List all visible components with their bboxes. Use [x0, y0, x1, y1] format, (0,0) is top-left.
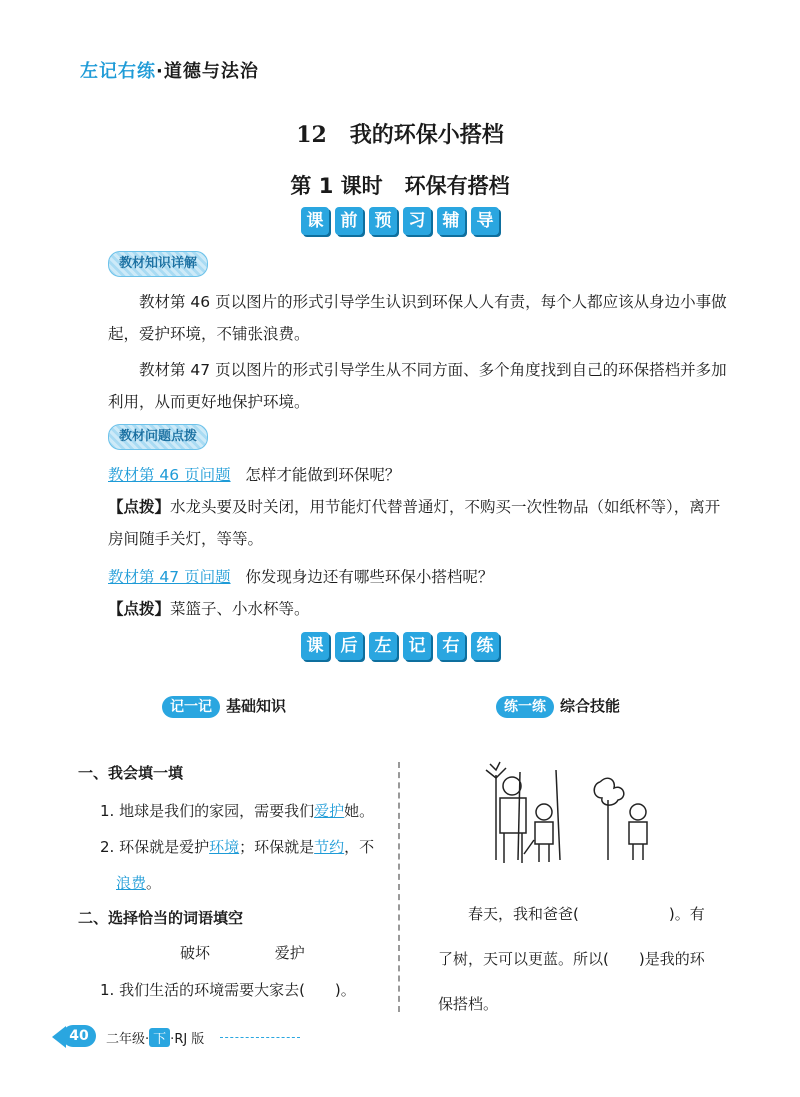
question-link[interactable]: 教材第 46 页问题	[108, 466, 231, 484]
answer: 环境	[209, 838, 240, 856]
footer-semester: 下	[149, 1028, 170, 1047]
tip-block	[108, 593, 728, 625]
footer-info: 二年级· 下 ·RJ 版	[106, 1028, 204, 1047]
right-column-head	[496, 695, 620, 718]
item-text: ，不	[344, 838, 375, 856]
column-divider	[398, 762, 400, 1012]
exercise-line: 保搭档。	[438, 995, 499, 1013]
word-choices	[78, 942, 388, 963]
banner-char: 练	[471, 632, 499, 660]
item-text: 。	[146, 874, 162, 892]
chapter-number: 12	[296, 122, 327, 148]
banner-char: 习	[403, 207, 431, 235]
tip-label: 【点拨】	[108, 599, 171, 618]
right-head-text: 综合技能	[560, 697, 621, 715]
item-text: ；环保就是	[239, 838, 315, 856]
tip-label: 【点拨】	[108, 497, 171, 516]
child-head	[536, 804, 552, 820]
exercise-line: 了树，天可以更蓝。所以( )是我的环	[438, 950, 705, 968]
knowledge-paragraph: 教材第 47 页以图片的形式引导学生从不同方面、多个角度找到自己的环保搭档并多加利用，从而更好地保护环境。	[108, 361, 727, 411]
banner-char: 左	[369, 632, 397, 660]
part2	[78, 907, 388, 1000]
banner-char: 记	[403, 632, 431, 660]
brand-title	[80, 57, 259, 83]
banner-char: 辅	[437, 207, 465, 235]
knowledge-text	[108, 286, 728, 422]
banner-char: 导	[471, 207, 499, 235]
question-block-1	[108, 459, 728, 555]
chapter-title	[0, 118, 800, 149]
footer-line	[220, 1037, 300, 1038]
part2-title: 二、选择恰当的词语填空	[78, 909, 244, 927]
answer: 爱护	[314, 802, 345, 820]
exercise-line: 春天，我和爸爸( )。有	[468, 905, 705, 923]
left-column-head	[162, 695, 286, 718]
tree-planting-illustration	[478, 760, 678, 870]
footer-edition: RJ 版	[174, 1032, 205, 1047]
right-pill: 练一练	[496, 696, 554, 718]
child-head	[630, 804, 646, 820]
tag-questions: 教材问题点拨	[108, 424, 208, 450]
banner-char: 右	[437, 632, 465, 660]
brand-name: 左记右练	[80, 61, 156, 82]
banner-char: 课	[301, 207, 329, 235]
banner-char: 后	[335, 632, 363, 660]
page-number: 40	[62, 1025, 96, 1047]
knowledge-paragraph: 教材第 46 页以图片的形式引导学生认识到环保人人有责，每个人都应该从身边小事做起，爱护环境，不铺张浪费。	[108, 293, 727, 343]
section-banner-preview	[0, 207, 800, 235]
father-body	[500, 798, 526, 863]
word-choice: 破坏	[180, 944, 211, 962]
lesson-title	[0, 170, 800, 200]
banner-char: 预	[369, 207, 397, 235]
small-tree-crown	[594, 778, 624, 805]
section-banner-practice	[0, 632, 800, 660]
left-pill: 记一记	[162, 696, 220, 718]
item-text: 2. 环保就是爱护	[100, 838, 210, 856]
footer-grade: 二年级	[106, 1032, 146, 1047]
subject-name: ·道德与法治	[156, 61, 259, 82]
question-block-2	[108, 561, 728, 625]
question-text: 你发现身边还有哪些环保小搭档呢？	[245, 568, 494, 586]
tip-block	[108, 491, 728, 555]
item-text: 她。	[344, 802, 375, 820]
lesson-label: 第 1 课时	[290, 174, 383, 198]
answer: 浪费	[116, 874, 147, 892]
word-choice: 爱护	[274, 944, 305, 962]
right-exercise	[438, 892, 738, 1027]
question-link[interactable]: 教材第 47 页问题	[108, 568, 231, 586]
question-line	[108, 459, 728, 491]
answer: 节约	[314, 838, 345, 856]
item-text: 1. 地球是我们的家园，需要我们	[100, 802, 315, 820]
tag-knowledge: 教材知识详解	[108, 251, 208, 277]
tree-trunk	[518, 772, 520, 860]
tip-text: 水龙头要及时关闭，用节能灯代替普通灯，不购买一次性物品（如纸杯等），离开房间随手关灯，等等。	[108, 498, 721, 548]
part1-item1	[78, 793, 388, 829]
part2-item1: 1. 我们生活的环境需要大家去( )。	[100, 981, 356, 999]
chapter-name: 我的环保小搭档	[349, 122, 504, 148]
question-line	[108, 561, 728, 593]
child-body	[629, 822, 647, 860]
father-head	[503, 777, 521, 795]
question-text: 怎样才能做到环保呢？	[245, 466, 401, 484]
tip-text: 菜篮子、小水杯等。	[170, 600, 310, 618]
lesson-name: 环保有搭档	[404, 174, 510, 198]
banner-char: 前	[335, 207, 363, 235]
left-head-text: 基础知识	[226, 697, 287, 715]
shovel	[524, 840, 534, 854]
part1-title: 一、我会填一填	[78, 764, 184, 782]
tree-trunk	[556, 770, 560, 860]
part1-item2	[78, 829, 388, 901]
child-body	[535, 822, 553, 862]
banner-char: 课	[301, 632, 329, 660]
part1	[78, 762, 388, 901]
